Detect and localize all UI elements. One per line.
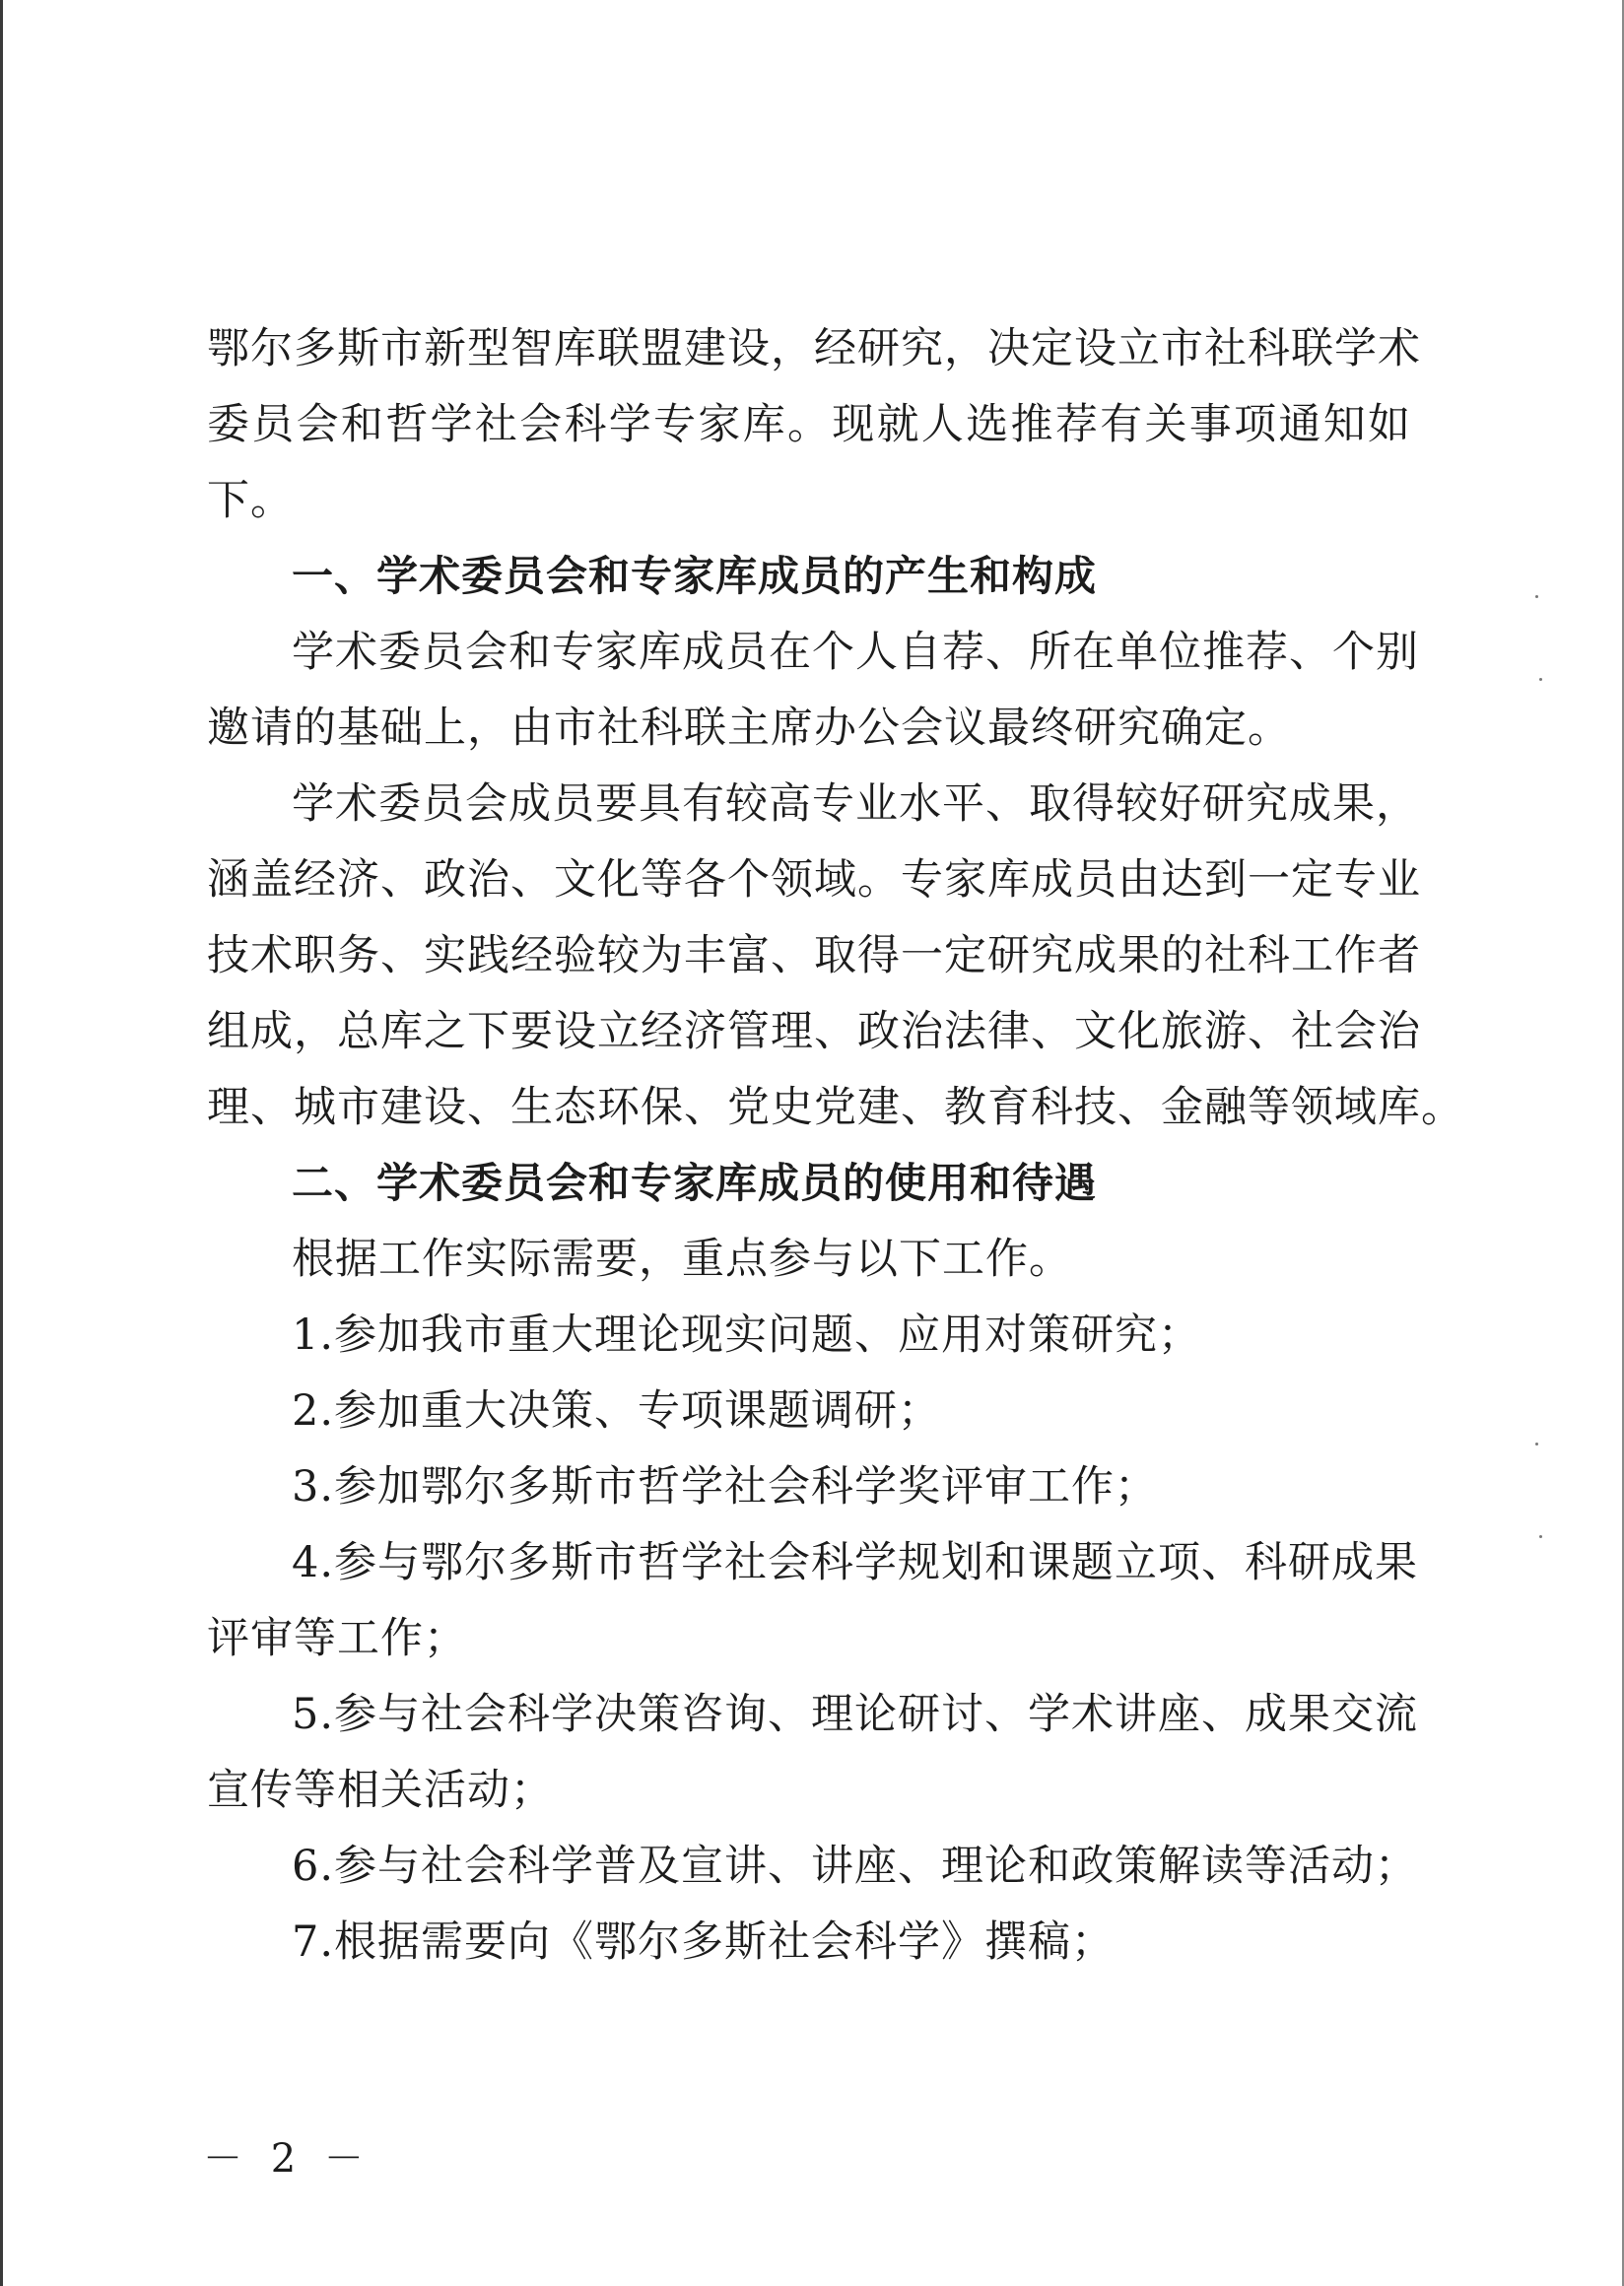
list-item-6: 6.参与社会科学普及宣讲、讲座、理论和政策解读等活动； [292,1842,1419,1891]
section-1-para-1-line-2: 邀请的基础上，由市社科联主席办公会议最终研究确定。 [207,704,1291,753]
scan-speck [1535,595,1538,598]
scan-speck [1539,1535,1542,1538]
intro-line-2: 委员会和哲学社会科学专家库。现就人选推荐有关事项通知如 [207,400,1411,449]
section-1-para-2-line-2: 涵盖经济、政治、文化等各个领域。专家库成员由达到一定专业 [207,855,1421,905]
scan-edge-left [0,0,3,2286]
scan-speck [1539,678,1542,681]
section-1-para-2-line-3: 技术职务、实践经验较为丰富、取得一定研究成果的社科工作者 [207,931,1421,980]
section-1-heading: 一、学术委员会和专家库成员的产生和构成 [292,552,1098,600]
section-2-heading: 二、学术委员会和专家库成员的使用和待遇 [292,1159,1098,1207]
page-number: － 2 － [203,2136,372,2182]
intro-line-1: 鄂尔多斯市新型智库联盟建设，经研究，决定设立市社科联学术 [207,324,1421,373]
section-1-para-1-line-1: 学术委员会和专家库成员在个人自荐、所在单位推荐、个别 [292,628,1419,677]
section-1-para-2-line-1: 学术委员会成员要具有较高专业水平、取得较好研究成果， [292,779,1419,829]
list-item-2: 2.参加重大决策、专项课题调研； [292,1386,942,1436]
list-item-7: 7.根据需要向《鄂尔多斯社会科学》撰稿； [292,1917,1116,1967]
list-item-4-line-2: 评审等工作； [207,1614,467,1663]
list-item-5-line-2: 宣传等相关活动； [207,1766,554,1815]
section-2-lead: 根据工作实际需要，重点参与以下工作。 [292,1235,1072,1284]
list-item-5-line-1: 5.参与社会科学决策咨询、理论研讨、学术讲座、成果交流 [292,1690,1419,1739]
list-item-1: 1.参加我市重大理论现实问题、应用对策研究； [292,1311,1202,1360]
section-1-para-2-line-5: 理、城市建设、生态环保、党史党建、教育科技、金融等领域库。 [207,1083,1464,1132]
section-1-para-2-line-4: 组成，总库之下要设立经济管理、政治法律、文化旅游、社会治 [207,1007,1421,1056]
list-item-3: 3.参加鄂尔多斯市哲学社会科学奖评审工作； [292,1462,1159,1512]
scan-speck [1535,1443,1538,1446]
list-item-4-line-1: 4.参与鄂尔多斯市哲学社会科学规划和课题立项、科研成果 [292,1538,1419,1587]
intro-line-3: 下。 [207,476,294,525]
